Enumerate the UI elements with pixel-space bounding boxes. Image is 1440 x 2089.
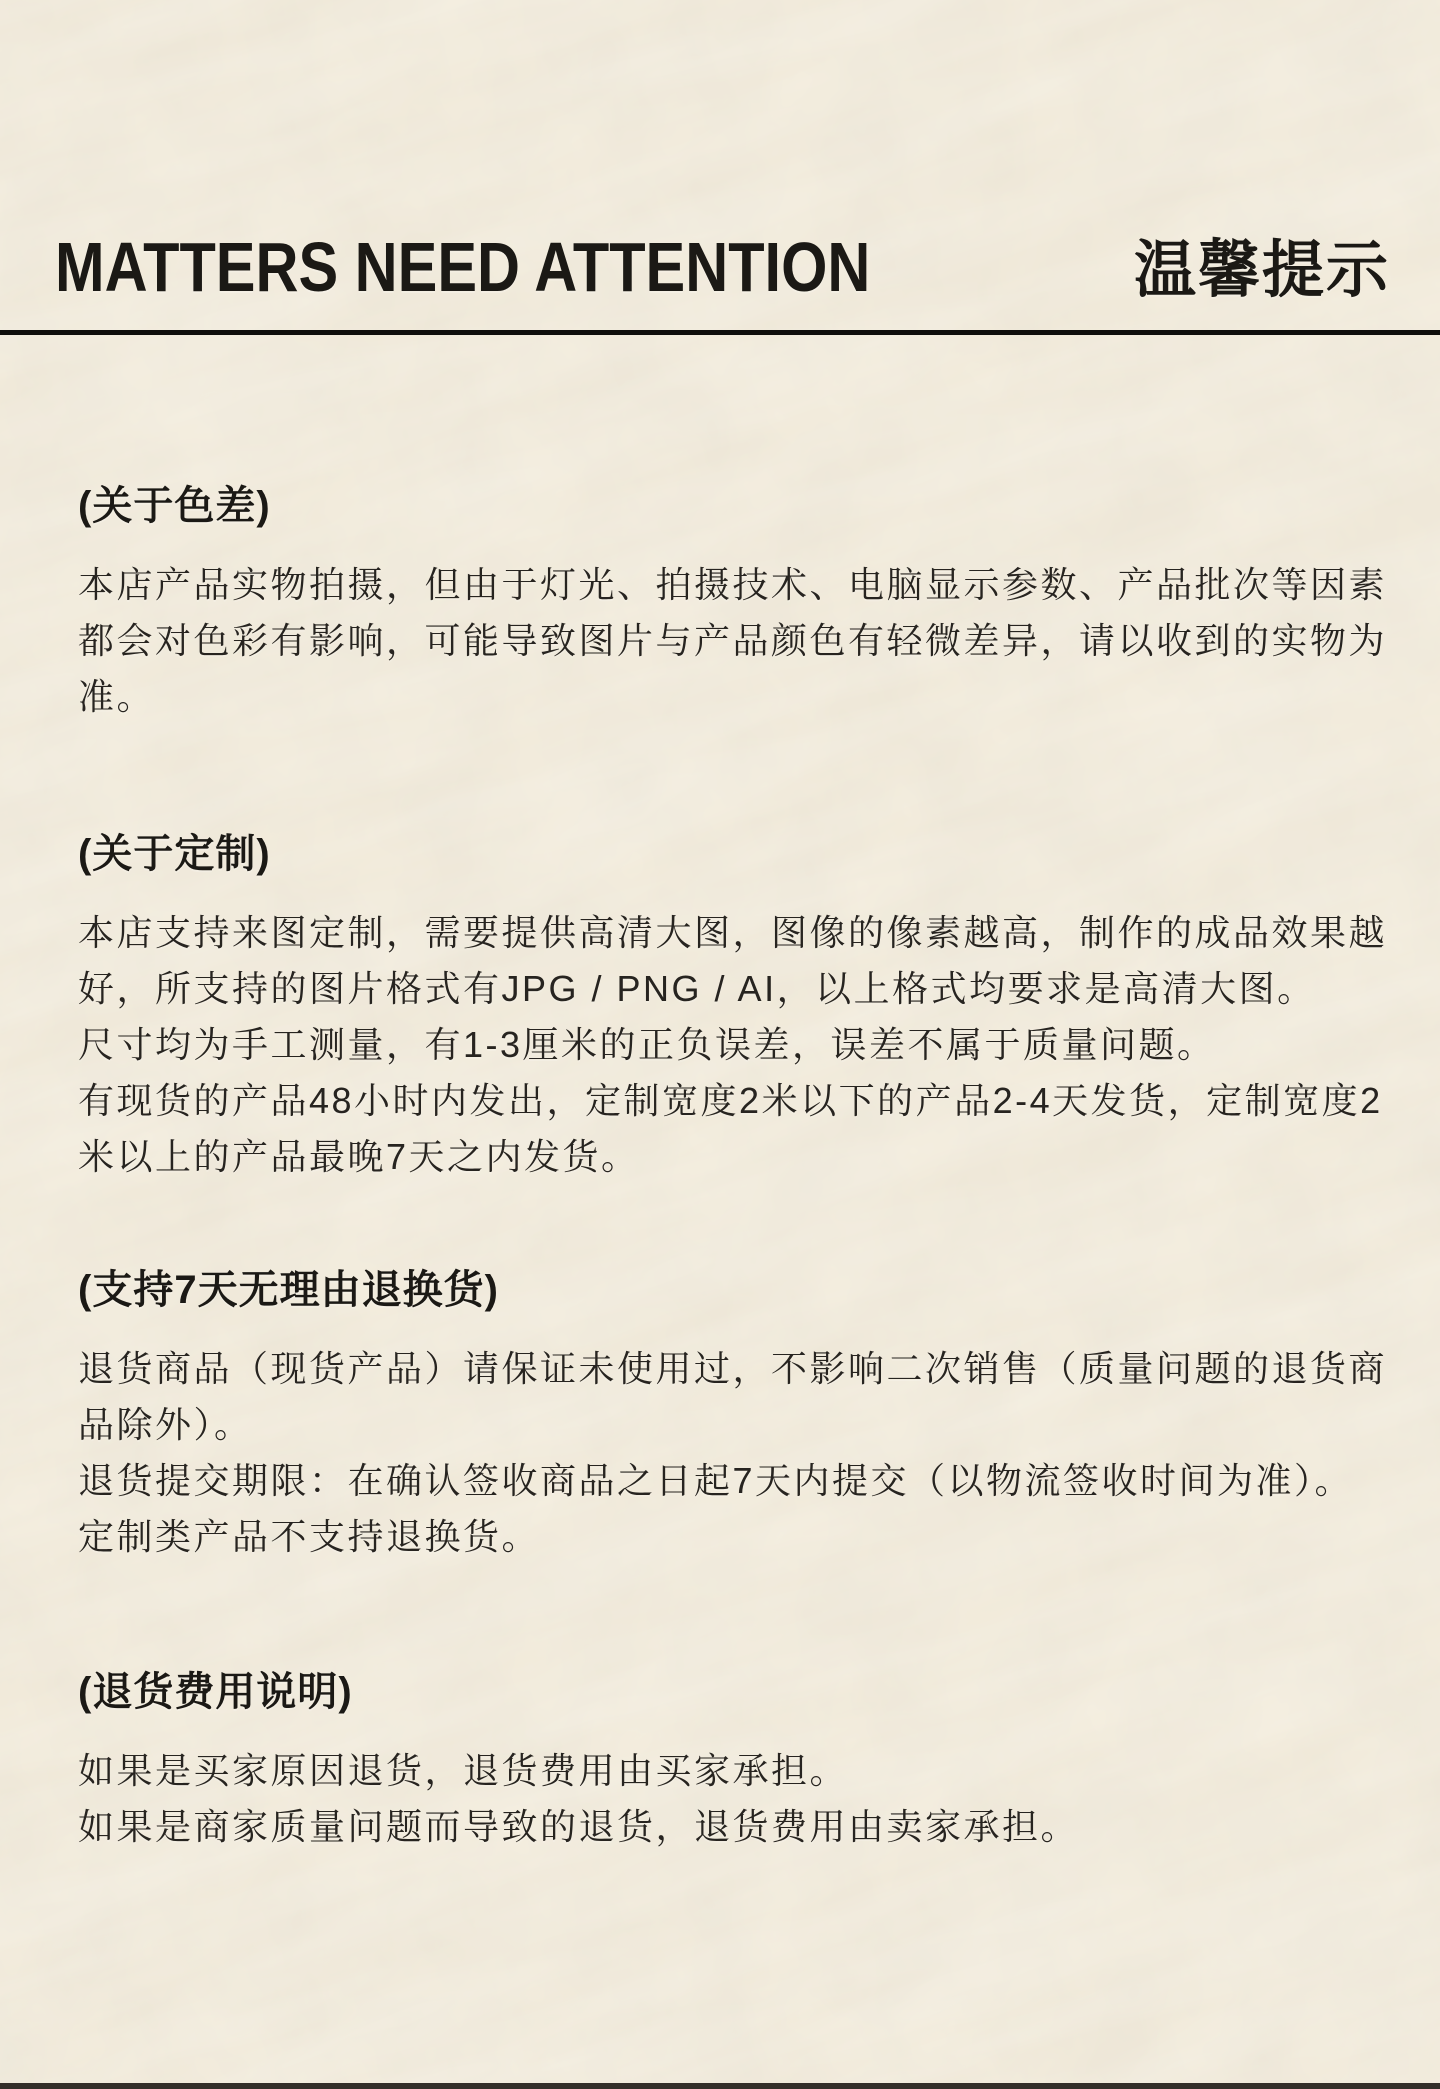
section-color-difference: [78, 481, 1440, 725]
section-heading: (支持7天无理由退换货): [78, 1268, 499, 1312]
page-title-english: MATTERS NEED ATTENTION: [55, 228, 871, 306]
section-line: 定制类产品不支持退换货。: [78, 1516, 541, 1557]
section-line: 尺寸均为手工测量，有1-3厘米的正负误差，误差不属于质量问题。: [78, 1024, 1216, 1065]
section-line: 本店支持来图定制，需要提供高清大图，图像的像素越高，制作的成品效果越好，所支持的图片格式有JPG / PNG / AI，以上格式均要求是高清大图。: [78, 912, 1388, 1009]
section-body: [78, 1341, 1440, 1565]
section-line: 有现货的产品48小时内发出，定制宽度2米以下的产品2-4天发货，定制宽度2米以上的产品最晚7天之内发货。: [78, 1080, 1383, 1177]
section-line: 退货商品（现货产品）请保证未使用过，不影响二次销售（质量问题的退货商品除外）。: [78, 1348, 1388, 1445]
section-body: [78, 557, 1440, 725]
section-heading: (关于定制): [78, 832, 271, 876]
section-body: [78, 1743, 1440, 1855]
section-line: 如果是买家原因退货，退货费用由买家承担。: [78, 1750, 849, 1791]
section-line: 退货提交期限：在确认签收商品之日起7天内提交（以物流签收时间为准）。: [78, 1460, 1354, 1501]
header-divider: [0, 330, 1440, 335]
next-section-edge: [0, 2083, 1440, 2089]
section-body: [78, 905, 1440, 1185]
notice-content: [0, 228, 1440, 1855]
sections-container: [0, 481, 1440, 1855]
section-heading: (关于色差): [78, 484, 271, 528]
section-customization: [78, 829, 1440, 1185]
section-line: 本店产品实物拍摄，但由于灯光、拍摄技术、电脑显示参数、产品批次等因素都会对色彩有影响，可能导致图片与产品颜色有轻微差异，请以收到的实物为准。: [78, 564, 1388, 717]
section-line: 如果是商家质量问题而导致的退货，退货费用由卖家承担。: [78, 1806, 1080, 1847]
page-title-chinese: 温馨提示: [1133, 236, 1390, 305]
section-return-fees: [78, 1667, 1440, 1855]
header: [0, 228, 1440, 306]
section-heading: (退货费用说明): [78, 1670, 353, 1714]
section-return-policy: [78, 1265, 1440, 1565]
